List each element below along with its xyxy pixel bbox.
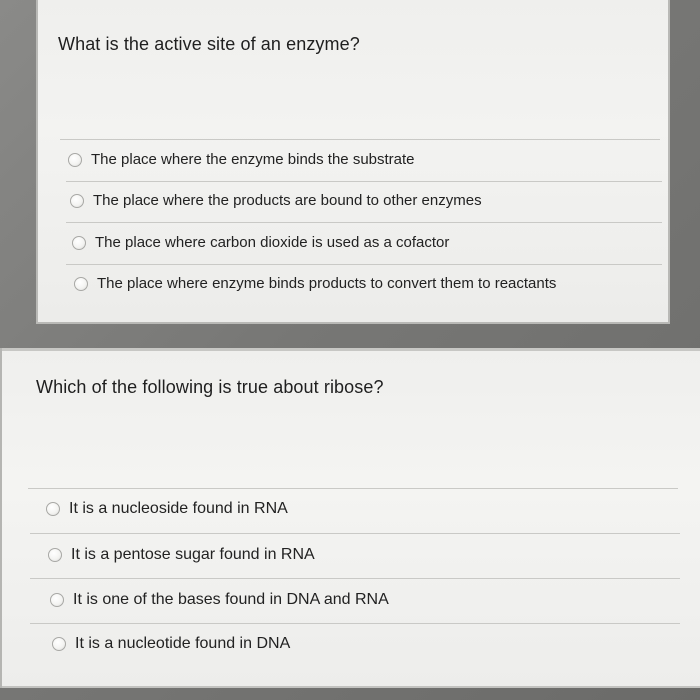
option-label: It is one of the bases found in DNA and RNA — [73, 591, 389, 608]
radio-unselected-icon[interactable] — [46, 502, 60, 516]
question-1-text: What is the active site of an enzyme? — [58, 34, 360, 54]
option-label: It is a nucleoside found in RNA — [69, 500, 288, 517]
divider — [28, 488, 678, 489]
radio-unselected-icon[interactable] — [74, 277, 88, 291]
question-1-option-3[interactable] — [72, 234, 449, 251]
question-2-option-2[interactable] — [48, 546, 315, 564]
question-1-option-2[interactable] — [70, 192, 482, 209]
question-2-option-4[interactable] — [52, 635, 290, 653]
question-2-option-3[interactable] — [50, 591, 389, 609]
radio-unselected-icon[interactable] — [70, 194, 84, 208]
question-2-option-1[interactable] — [46, 500, 288, 518]
question-1-option-1[interactable] — [68, 151, 415, 168]
option-label: It is a nucleotide found in DNA — [75, 635, 291, 652]
divider — [66, 264, 662, 265]
question-2-text: Which of the following is true about ribose? — [36, 377, 384, 397]
option-label: It is a pentose sugar found in RNA — [71, 546, 315, 563]
question-card-2 — [0, 348, 700, 688]
option-label: The place where enzyme binds products to convert them to reactants — [97, 275, 557, 292]
divider — [30, 533, 680, 534]
card-edge — [0, 348, 2, 688]
radio-unselected-icon[interactable] — [72, 236, 86, 250]
radio-unselected-icon[interactable] — [52, 637, 66, 651]
radio-unselected-icon[interactable] — [50, 593, 64, 607]
radio-unselected-icon[interactable] — [48, 548, 62, 562]
option-label: The place where carbon dioxide is used as a cofactor — [95, 234, 450, 251]
divider — [30, 578, 680, 579]
divider — [66, 181, 662, 182]
question-card-1 — [36, 0, 670, 324]
question-1-option-4[interactable] — [74, 275, 556, 292]
option-label: The place where the products are bound to other enzymes — [93, 192, 482, 209]
divider — [66, 222, 662, 223]
divider — [30, 623, 680, 624]
divider — [60, 139, 660, 140]
radio-unselected-icon[interactable] — [68, 153, 82, 167]
option-label: The place where the enzyme binds the substrate — [91, 151, 415, 168]
